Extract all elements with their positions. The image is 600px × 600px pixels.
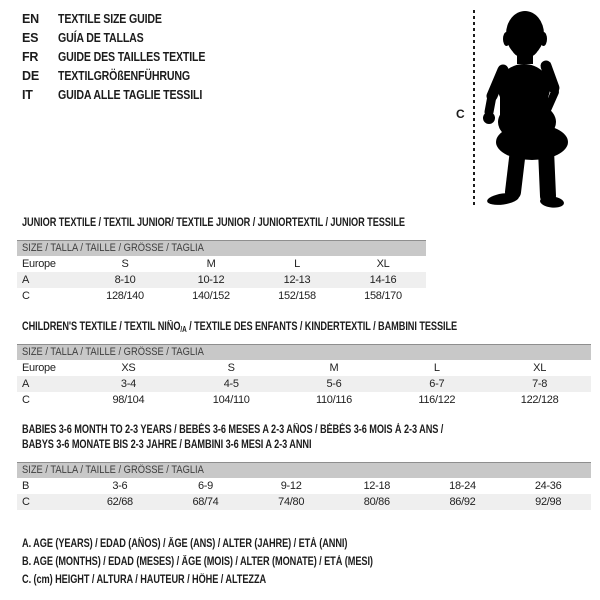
size-cell: S bbox=[121, 258, 129, 270]
size-cell: L bbox=[433, 362, 440, 374]
size-cell: 116/122 bbox=[418, 394, 456, 406]
language-row bbox=[22, 86, 231, 105]
title-subscript: /A bbox=[180, 325, 187, 334]
babies-table bbox=[17, 478, 591, 510]
table-row bbox=[17, 256, 426, 272]
row-label: Europe bbox=[22, 362, 56, 374]
size-cell: 9-12 bbox=[280, 480, 302, 492]
row-label: Europe bbox=[22, 258, 56, 270]
size-cell: 8-10 bbox=[82, 272, 168, 288]
row-label: A bbox=[17, 376, 77, 392]
title-part: / TEXTILE DES ENFANTS / KINDERTEXTIL / BAMBINI TESSILE bbox=[186, 321, 458, 333]
size-cell: 152/158 bbox=[278, 290, 316, 302]
language-code: IT bbox=[22, 88, 33, 102]
size-cell: 158/170 bbox=[364, 290, 402, 302]
height-measure-line bbox=[473, 10, 475, 206]
size-cell: 5-6 bbox=[283, 376, 386, 392]
size-cell: 80/86 bbox=[334, 494, 420, 510]
row-label: C bbox=[17, 494, 77, 510]
size-cell: S bbox=[227, 362, 235, 374]
language-code: EN bbox=[22, 12, 39, 26]
size-cell: 14-16 bbox=[340, 272, 426, 288]
size-cell: 6-9 bbox=[197, 480, 213, 492]
size-header-band bbox=[17, 462, 591, 478]
size-cell: XL bbox=[533, 362, 547, 374]
language-code: FR bbox=[22, 50, 39, 64]
table-row bbox=[17, 376, 591, 392]
footnote-age-years bbox=[22, 535, 461, 553]
language-code: ES bbox=[22, 31, 39, 45]
children-section-title bbox=[22, 320, 566, 337]
junior-section-title bbox=[22, 216, 501, 231]
babies-section-title bbox=[22, 423, 549, 453]
size-cell: 140/152 bbox=[192, 290, 230, 302]
children-table bbox=[17, 360, 591, 408]
size-cell: 7-8 bbox=[488, 376, 591, 392]
size-header-label: SIZE / TALLA / TAILLE / GRÖSSE / TAGLIA bbox=[22, 346, 204, 358]
size-cell: 122/128 bbox=[520, 394, 559, 406]
babies-title-line1: BABIES 3-6 MONTH TO 2-3 YEARS / BEBÉS 3-6 MESES A 2-3 AÑOS / BÉBÉS 3-6 MOIS À 2-3 ANS / bbox=[22, 424, 444, 436]
junior-section-title-text: JUNIOR TEXTILE / TEXTIL JUNIOR/ TEXTILE JUNIOR / JUNIORTEXTIL / JUNIOR TESSILE bbox=[22, 217, 405, 229]
baby-silhouette-icon bbox=[482, 8, 574, 208]
babies-title-line2: BABYS 3-6 MONATE BIS 2-3 JAHRE / BAMBINI 3-6 MESI A 2-3 ANNI bbox=[22, 439, 312, 451]
language-code: DE bbox=[22, 69, 39, 83]
size-cell: 98/104 bbox=[112, 394, 145, 406]
footnote-text: C. (cm) HEIGHT / ALTURA / HAUTEUR / HÖHE / ALTEZZA bbox=[22, 574, 267, 586]
size-cell: 68/74 bbox=[163, 494, 249, 510]
size-header-label: SIZE / TALLA / TAILLE / GRÖSSE / TAGLIA bbox=[22, 242, 204, 254]
language-row bbox=[22, 10, 231, 29]
size-cell: 18-24 bbox=[449, 480, 476, 492]
size-cell: 24-36 bbox=[534, 480, 562, 492]
table-row bbox=[17, 272, 426, 288]
size-cell: 86/92 bbox=[420, 494, 506, 510]
size-header-band bbox=[17, 344, 591, 360]
guide-title: GUIDE DES TAILLES TEXTILE bbox=[58, 50, 206, 64]
size-cell: XL bbox=[376, 258, 390, 270]
size-cell: 74/80 bbox=[248, 494, 334, 510]
size-cell: M bbox=[329, 362, 339, 374]
size-cell: 3-6 bbox=[112, 480, 128, 492]
language-row bbox=[22, 67, 231, 86]
guide-title: TEXTILE SIZE GUIDE bbox=[58, 12, 162, 26]
size-cell: 62/68 bbox=[77, 494, 163, 510]
size-cell: 12-13 bbox=[254, 272, 340, 288]
footnote-text: A. AGE (YEARS) / EDAD (AÑOS) / ÂGE (ANS) / ALTER (JAHRE) / ETÀ (ANNI) bbox=[22, 538, 348, 550]
height-measure-label: C bbox=[456, 107, 465, 121]
size-header-band bbox=[17, 240, 426, 256]
guide-title: GUIDA ALLE TAGLIE TESSILI bbox=[58, 88, 203, 102]
size-cell: 4-5 bbox=[180, 376, 283, 392]
footnote-height bbox=[22, 571, 461, 589]
language-row bbox=[22, 48, 231, 67]
size-header-label: SIZE / TALLA / TAILLE / GRÖSSE / TAGLIA bbox=[22, 464, 204, 476]
size-cell: 92/98 bbox=[505, 494, 591, 510]
size-cell: M bbox=[206, 258, 216, 270]
junior-table bbox=[17, 256, 426, 304]
size-cell: 110/116 bbox=[315, 394, 352, 406]
children-size-table bbox=[17, 344, 591, 408]
guide-title: GUÍA DE TALLAS bbox=[58, 31, 144, 45]
table-row bbox=[17, 288, 426, 304]
junior-size-table bbox=[17, 240, 426, 304]
size-cell: 12-18 bbox=[363, 480, 391, 492]
title-part: CHILDREN'S TEXTILE / TEXTIL NIÑO bbox=[22, 321, 181, 333]
row-label: A bbox=[17, 272, 82, 288]
size-cell: XS bbox=[121, 362, 136, 374]
language-title-list bbox=[22, 10, 231, 105]
guide-title: TEXTILGRÖßENFÜHRUNG bbox=[58, 69, 190, 83]
size-cell: 128/140 bbox=[106, 290, 144, 302]
size-cell: L bbox=[294, 258, 300, 270]
children-section-title-text bbox=[22, 320, 457, 337]
footnote-text: B. AGE (MONTHS) / EDAD (MESES) / ÂGE (MOIS) / ALTER (MONATE) / ETÀ (MESI) bbox=[22, 556, 373, 568]
table-row bbox=[17, 392, 591, 408]
table-row bbox=[17, 494, 591, 510]
legend-footnotes bbox=[22, 535, 461, 589]
row-label: C bbox=[22, 290, 30, 302]
babies-size-table bbox=[17, 462, 591, 510]
size-cell: 3-4 bbox=[77, 376, 180, 392]
language-row bbox=[22, 29, 231, 48]
footnote-age-months bbox=[22, 553, 461, 571]
size-cell: 104/110 bbox=[212, 394, 250, 406]
row-label: C bbox=[22, 394, 30, 406]
size-cell: 6-7 bbox=[385, 376, 488, 392]
table-row bbox=[17, 360, 591, 376]
table-row bbox=[17, 478, 591, 494]
row-label: B bbox=[22, 480, 30, 492]
size-cell: 10-12 bbox=[168, 272, 254, 288]
